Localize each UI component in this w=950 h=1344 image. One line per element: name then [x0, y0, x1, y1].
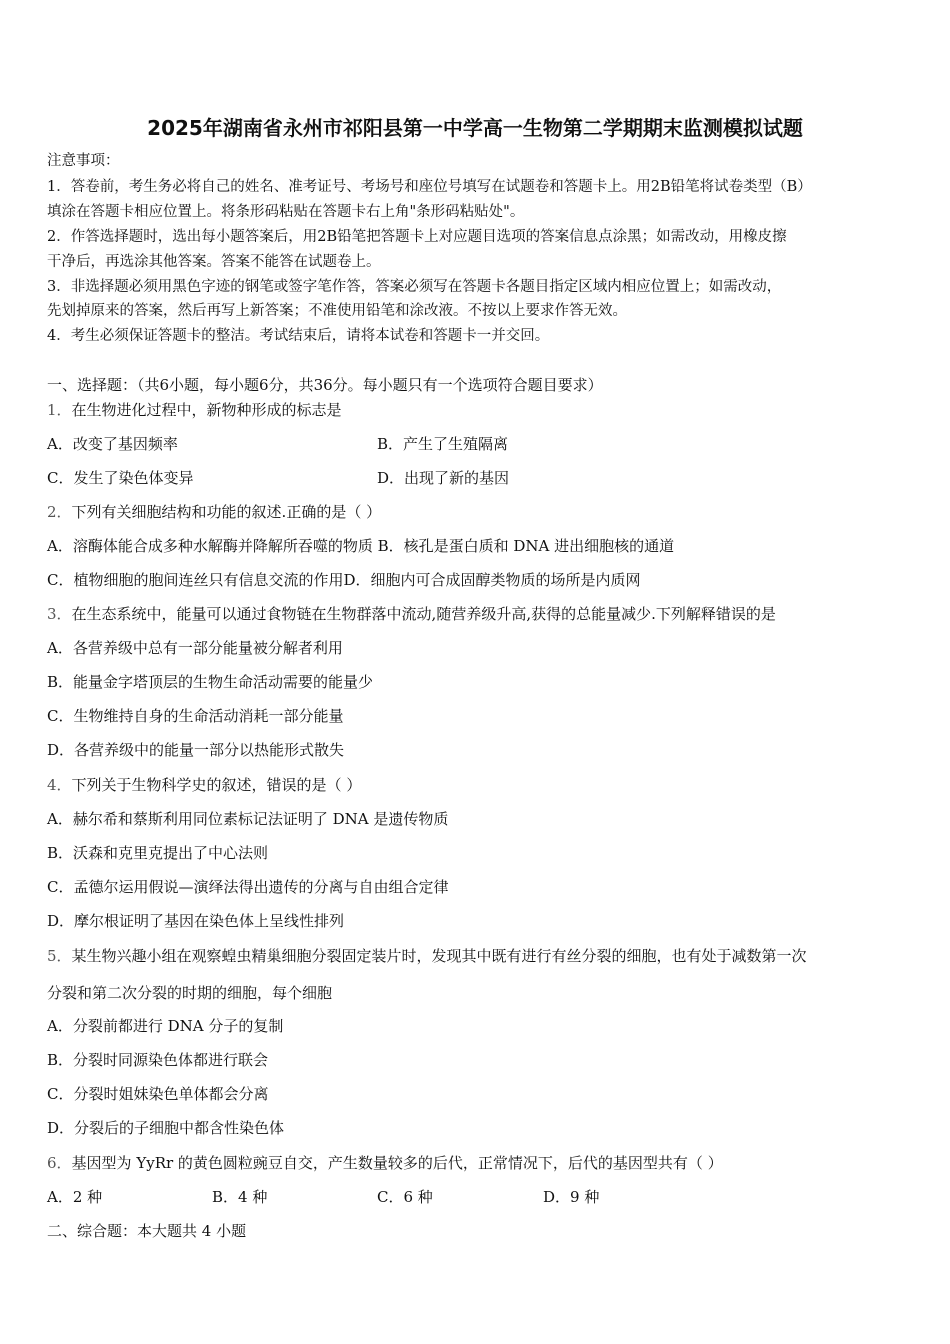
question-1 — [47, 400, 342, 420]
notice-line-1: 1．答卷前，考生务必将自己的姓名、准考证号、考场号和座位号填写在试题卷和答题卡上。用2B铅笔将试卷类型（B） — [47, 179, 812, 195]
question-stem: 下列有关细胞结构和功能的叙述.正确的是（ ） — [71, 503, 382, 521]
question-2 — [47, 502, 381, 522]
q1-option-a: A．改变了基因频率 — [47, 435, 178, 453]
notice-line-3: 2．作答选择题时，选出每小题答案后，用2B铅笔把答题卡上对应题目选项的答案信息点涂黑；如需改动，用橡皮擦 — [47, 229, 787, 245]
q1-option-b: B．产生了生殖隔离 — [377, 435, 509, 453]
q1-option-c: C．发生了染色体变异 — [47, 469, 194, 487]
question-stem: 基因型为 YyRr 的黄色圆粒豌豆自交，产生数量较多的后代，正常情况下，后代的基因型共有（ ） — [71, 1154, 723, 1172]
question-5-stem-cont: 分裂和第二次分裂的时期的细胞，每个细胞 — [47, 984, 333, 1002]
question-number: 6． — [47, 1154, 72, 1172]
question-stem: 某生物兴趣小组在观察蝗虫精巢细胞分裂固定装片时，发现其中既有进行有丝分裂的细胞，也有处于减数第一次 — [71, 947, 807, 965]
question-number: 2． — [47, 503, 72, 521]
q5-option-c: C．分裂时姐妹染色单体都会分离 — [47, 1085, 269, 1103]
q3-option-c: C．生物维持自身的生命活动消耗一部分能量 — [47, 707, 344, 725]
question-6 — [47, 1153, 723, 1173]
question-number: 4． — [47, 776, 72, 794]
q6-option-a: A．2 种 — [47, 1188, 103, 1206]
q4-option-b: B．沃森和克里克提出了中心法则 — [47, 844, 269, 862]
notice-line-4: 干净后，再选涂其他答案。答案不能答在试题卷上。 — [47, 254, 381, 270]
q4-option-a: A．赫尔希和蔡斯利用同位素标记法证明了 DNA 是遗传物质 — [47, 810, 449, 828]
q4-option-c: C．孟德尔运用假说—演绎法得出遗传的分离与自由组合定律 — [47, 878, 449, 896]
q3-option-a: A．各营养级中总有一部分能量被分解者利用 — [47, 639, 343, 657]
q3-option-d: D．各营养级中的能量一部分以热能形式散失 — [47, 741, 345, 759]
notice-line-6: 先划掉原来的答案，然后再写上新答案；不准使用铅笔和涂改液。不按以上要求作答无效。 — [47, 303, 627, 319]
q5-option-b: B．分裂时同源染色体都进行联会 — [47, 1051, 269, 1069]
question-stem: 在生物进化过程中，新物种形成的标志是 — [71, 401, 342, 419]
q2-options-cd: C．植物细胞的胞间连丝只有信息交流的作用D．细胞内可合成固醇类物质的场所是内质网 — [47, 571, 641, 589]
question-3 — [47, 604, 776, 624]
question-5 — [47, 946, 807, 966]
question-number: 1． — [47, 401, 72, 419]
q6-option-d: D．9 种 — [543, 1188, 600, 1206]
section-1-heading: 一、选择题：（共6小题，每小题6分，共36分。每小题只有一个选项符合题目要求） — [47, 376, 603, 394]
page-title: 2025年湖南省永州市祁阳县第一中学高一生物第二学期期末监测模拟试题 — [147, 116, 803, 140]
q4-option-d: D．摩尔根证明了基因在染色体上呈线性排列 — [47, 912, 345, 930]
notice-line-2: 填涂在答题卡相应位置上。将条形码粘贴在答题卡右上角"条形码粘贴处"。 — [47, 204, 525, 220]
q1-option-d: D．出现了新的基因 — [377, 469, 510, 487]
notice-line-5: 3．非选择题必须用黑色字迹的钢笔或签字笔作答，答案必须写在答题卡各题目指定区域内相应位置上；如需改动， — [47, 279, 782, 295]
notice-heading: 注意事项： — [47, 153, 120, 169]
question-stem: 下列关于生物科学史的叙述，错误的是（ ） — [71, 776, 362, 794]
q6-option-b: B．4 种 — [212, 1188, 268, 1206]
question-number: 3． — [47, 605, 72, 623]
q6-option-c: C．6 种 — [377, 1188, 433, 1206]
question-stem: 在生态系统中，能量可以通过食物链在生物群落中流动,随营养级升高,获得的总能量减少.下列解释错误的是 — [71, 605, 776, 623]
q5-option-d: D．分裂后的子细胞中都含性染色体 — [47, 1119, 285, 1137]
q3-option-b: B．能量金字塔顶层的生物生命活动需要的能量少 — [47, 673, 374, 691]
q2-options-ab: A．溶酶体能合成多种水解酶并降解所吞噬的物质 B．核孔是蛋白质和 DNA 进出细胞核的通道 — [47, 537, 675, 555]
question-4 — [47, 775, 361, 795]
q5-option-a: A．分裂前都进行 DNA 分子的复制 — [47, 1017, 284, 1035]
notice-line-7: 4．考生必须保证答题卡的整洁。考试结束后，请将本试卷和答题卡一并交回。 — [47, 328, 550, 344]
section-2-heading: 二、综合题：本大题共 4 小题 — [47, 1222, 247, 1240]
question-number: 5． — [47, 947, 72, 965]
